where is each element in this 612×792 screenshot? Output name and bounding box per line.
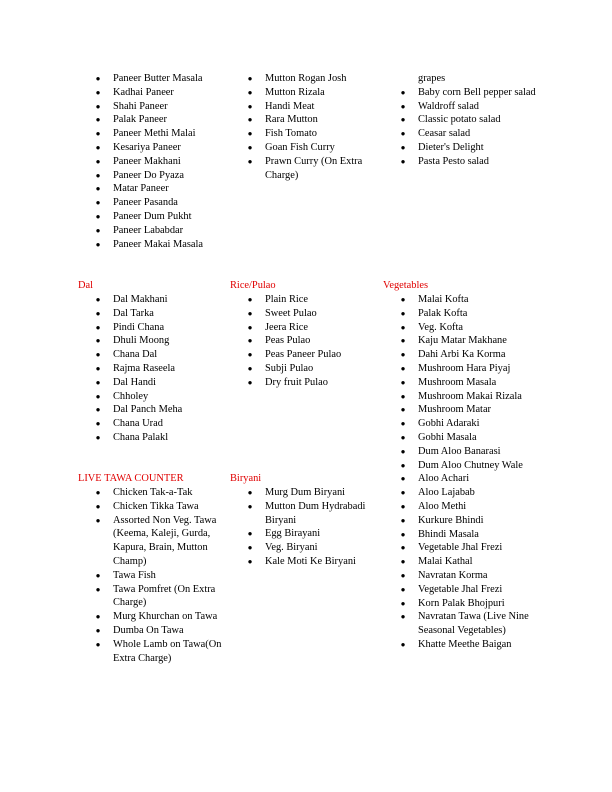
bullet-icon: ● (400, 432, 406, 442)
list-item-label: Chana Urad (113, 418, 163, 430)
list-item-label: Mushroom Matar (418, 404, 492, 416)
list-item (247, 500, 385, 528)
bullet-icon: ● (95, 584, 101, 594)
list-item (400, 403, 536, 417)
list-item (400, 376, 536, 390)
list-item-label: Chicken Tikka Tawa (113, 500, 199, 512)
bullet-icon: ● (400, 639, 406, 649)
list-item-label: Dum Aloo Chutney Wale (418, 459, 523, 471)
list-item (400, 555, 536, 569)
bullet-icon: ● (247, 156, 253, 166)
list-item-label: Paneer Makhani (113, 155, 181, 167)
bullet-icon: ● (400, 515, 406, 525)
list-item-label: Mushroom Makai Rizala (418, 390, 522, 402)
list-item (247, 376, 390, 390)
list-item (400, 459, 536, 473)
list-item (247, 348, 390, 362)
bullet-icon: ● (247, 363, 253, 373)
bullet-icon: ● (400, 584, 406, 594)
list-item (95, 182, 263, 196)
bullet-icon: ● (400, 129, 406, 139)
list-item-label: Chicken Tak-a-Tak (113, 487, 193, 498)
list-item-label: Aloo Methi (418, 500, 467, 512)
list-item-label: Pindi Chana (113, 321, 165, 333)
list-item-label: Kurkure Bhindi (418, 514, 484, 526)
list-item-label: Classic potato salad (418, 114, 501, 126)
list-item-label: Veg. Kofta (418, 321, 464, 333)
bullet-icon: ● (95, 308, 101, 318)
list-item-label: Shahi Paneer (113, 100, 168, 112)
list-item-label: Ceasar salad (418, 128, 471, 140)
list-item (95, 72, 263, 86)
dal-heading: Dal (78, 280, 94, 291)
list-item-label: Tawa Fish (113, 569, 156, 581)
rice-heading-block (230, 279, 380, 293)
list-item (95, 583, 231, 611)
list-item-label: Murg Dum Biryani (265, 487, 346, 498)
list-item (400, 155, 548, 169)
list-item (400, 86, 548, 100)
bullet-icon: ● (95, 74, 101, 83)
list-item-label: Dal Tarka (113, 307, 154, 319)
bullet-icon: ● (247, 556, 253, 566)
list-item (95, 638, 231, 666)
list-item (95, 417, 263, 431)
bullet-icon: ● (95, 432, 101, 442)
list-item-label: Dal Handi (113, 376, 156, 388)
bullet-icon: ● (400, 612, 406, 622)
list-item-label: Goan Fish Curry (265, 141, 335, 153)
list-item (95, 390, 263, 404)
bullet-icon: ● (400, 570, 406, 580)
list-item (95, 321, 263, 335)
list-item-label: Mutton Rizala (265, 86, 325, 98)
bullet-icon: ● (95, 239, 101, 249)
list-item (247, 527, 385, 541)
tawa-heading-block (78, 472, 228, 486)
list-item (95, 486, 231, 500)
list-item (400, 486, 536, 500)
list-item (95, 155, 263, 169)
rice-heading: Rice/Pulao (230, 280, 276, 291)
list-item-label: Paneer Makai Masala (113, 238, 204, 250)
bullet-icon: ● (247, 350, 253, 360)
list-item (400, 307, 536, 321)
list-item (95, 376, 263, 390)
list-item-label: Peas Pulao (265, 335, 311, 347)
list-item (247, 486, 385, 500)
list-item-label: Dieter's Delight (418, 141, 484, 153)
list-item (247, 127, 390, 141)
list-item (400, 541, 536, 555)
list-item-label: Kale Moti Ke Biryani (265, 555, 356, 567)
list-item (247, 334, 390, 348)
list-item (400, 334, 536, 348)
list-item-label: Malai Kofta (418, 294, 469, 305)
bullet-icon: ● (400, 295, 406, 304)
list-item (95, 141, 263, 155)
list-item (247, 72, 390, 86)
list-item-label: Khatte Meethe Baigan (418, 638, 512, 650)
bullet-icon: ● (247, 377, 253, 387)
list-item (247, 541, 385, 555)
list-item-label: Baby corn Bell pepper salad (418, 86, 536, 98)
list-item (400, 445, 536, 459)
bullet-icon: ● (247, 308, 253, 318)
salad-list (400, 86, 548, 169)
list-item-label: Rajma Raseela (113, 362, 176, 374)
bullet-icon: ● (95, 350, 101, 360)
list-item-label: Dumba On Tawa (113, 624, 184, 636)
bullet-icon: ● (400, 336, 406, 346)
vegetables-list-column (400, 293, 536, 652)
list-item-label: Vegetable Jhal Frezi (418, 583, 503, 595)
bullet-icon: ● (400, 363, 406, 373)
bullet-icon: ● (400, 391, 406, 401)
bullet-icon: ● (95, 639, 101, 649)
tawa-list-column (95, 486, 231, 665)
bullet-icon: ● (247, 142, 253, 152)
list-item-label: Pasta Pesto salad (418, 155, 489, 167)
dal-list-column (95, 293, 263, 445)
list-item-label: Handi Meat (265, 100, 315, 112)
list-item (400, 100, 548, 114)
list-item-label: Peas Paneer Pulao (265, 349, 342, 361)
list-item-label: Prawn Curry (On Extra Charge) (265, 155, 363, 181)
biryani-list-column (247, 486, 385, 569)
list-item (400, 113, 548, 127)
bullet-icon: ● (95, 488, 101, 497)
bullet-icon: ● (247, 529, 253, 539)
mutton-list (247, 72, 390, 182)
list-item (95, 307, 263, 321)
list-item-label: Palak Paneer (113, 114, 167, 126)
list-item-label: Dahi Arbi Ka Korma (418, 349, 506, 361)
list-item (95, 348, 263, 362)
list-item (400, 500, 536, 514)
bullet-icon: ● (247, 488, 253, 497)
bullet-icon: ● (95, 612, 101, 622)
list-item (95, 293, 263, 307)
list-item (400, 610, 536, 638)
list-item-label: Gobhi Adaraki (418, 418, 480, 430)
list-item-label: Bhindi Masala (418, 528, 479, 540)
list-item-label: Malai Kathal (418, 556, 473, 568)
list-item-label: Fish Tomato (265, 128, 317, 140)
list-item-label: Rara Mutton (265, 114, 318, 126)
salad-continuation-text: grapes (418, 73, 446, 84)
list-item-label: Assorted Non Veg. Tawa (Keema, Kaleji, Gurda, Kapura, Brain, Mutton Champ) (113, 514, 217, 567)
bullet-icon: ● (95, 87, 101, 97)
bullet-icon: ● (247, 87, 253, 97)
list-item (247, 321, 390, 335)
list-item-label: Aloo Lajabab (418, 487, 475, 499)
bullet-icon: ● (95, 156, 101, 166)
list-item (400, 321, 536, 335)
list-item-label: Mushroom Masala (418, 376, 497, 388)
bullet-icon: ● (400, 529, 406, 539)
list-item (95, 224, 263, 238)
list-item (400, 293, 536, 307)
list-item (247, 555, 385, 569)
list-item (400, 127, 548, 141)
bullet-icon: ● (95, 225, 101, 235)
bullet-icon: ● (400, 557, 406, 567)
bullet-icon: ● (400, 377, 406, 387)
bullet-icon: ● (95, 170, 101, 180)
list-item (95, 196, 263, 210)
bullet-icon: ● (400, 501, 406, 511)
list-item (95, 514, 231, 569)
list-item (400, 514, 536, 528)
bullet-icon: ● (247, 101, 253, 111)
list-item-label: Korn Palak Bhojpuri (418, 597, 505, 609)
bullet-icon: ● (247, 322, 253, 332)
list-item-label: Whole Lamb on Tawa(On Extra Charge) (113, 638, 222, 664)
list-item (95, 610, 231, 624)
list-item-label: Tawa Pomfret (On Extra Charge) (113, 583, 216, 609)
list-item (95, 431, 263, 445)
list-item (400, 417, 536, 431)
bullet-icon: ● (95, 363, 101, 373)
bullet-icon: ● (247, 115, 253, 125)
bullet-icon: ● (95, 501, 101, 511)
mutton-list-column (247, 72, 390, 182)
list-item (247, 141, 390, 155)
bullet-icon: ● (400, 142, 406, 152)
vegetables-heading: Vegetables (383, 280, 429, 291)
list-item-label: Waldroff salad (418, 100, 480, 112)
bullet-icon: ● (95, 419, 101, 429)
list-item-label: Mutton Dum Hydrabadi Biryani (265, 500, 366, 526)
bullet-icon: ● (400, 474, 406, 484)
list-item (247, 86, 390, 100)
rice-list-column (247, 293, 390, 390)
list-item-label: Paneer Do Pyaza (113, 169, 184, 181)
tawa-heading: LIVE TAWA COUNTER (78, 473, 184, 484)
bullet-icon: ● (95, 625, 101, 635)
list-item (400, 528, 536, 542)
list-item (247, 155, 390, 183)
bullet-icon: ● (95, 115, 101, 125)
list-item (400, 638, 536, 652)
biryani-list (247, 486, 385, 569)
list-item (95, 86, 263, 100)
paneer-list (95, 72, 263, 251)
vegetables-heading-block (383, 279, 533, 293)
bullet-icon: ● (247, 129, 253, 139)
list-item-label: Navratan Tawa (Live Nine Seasonal Vegetables) (418, 611, 529, 637)
list-item-label: Egg Birayani (265, 528, 321, 540)
bullet-icon: ● (247, 501, 253, 511)
list-item-label: Gobhi Masala (418, 431, 477, 443)
bullet-icon: ● (400, 446, 406, 456)
bullet-icon: ● (247, 336, 253, 346)
dal-list (95, 293, 263, 445)
list-item-label: Kadhai Paneer (113, 86, 174, 98)
list-item (95, 362, 263, 376)
list-item-label: Murg Khurchan on Tawa (113, 611, 218, 623)
bullet-icon: ● (400, 101, 406, 111)
bullet-icon: ● (400, 598, 406, 608)
bullet-icon: ● (400, 308, 406, 318)
list-item-label: Paneer Methi Malai (113, 128, 196, 140)
list-item (95, 500, 231, 514)
list-item (95, 569, 231, 583)
bullet-icon: ● (95, 322, 101, 332)
list-item (400, 390, 536, 404)
bullet-icon: ● (400, 419, 406, 429)
bullet-icon: ● (400, 115, 406, 125)
bullet-icon: ● (400, 405, 406, 415)
list-item-label: Veg. Biryani (265, 542, 318, 554)
bullet-icon: ● (95, 198, 101, 208)
list-item-label: Chholey (113, 390, 149, 402)
bullet-icon: ● (400, 488, 406, 498)
list-item (400, 472, 536, 486)
bullet-icon: ● (95, 336, 101, 346)
list-item (400, 141, 548, 155)
list-item-label: Chana Palakl (113, 431, 169, 443)
list-item-label: Kaju Matar Makhane (418, 335, 507, 347)
list-item-label: Jeera Rice (265, 321, 308, 333)
list-item (95, 169, 263, 183)
list-item-label: Dum Aloo Banarasi (418, 445, 501, 457)
list-item-label: Paneer Butter Masala (113, 73, 203, 84)
list-item (400, 597, 536, 611)
bullet-icon: ● (95, 515, 101, 525)
list-item (400, 348, 536, 362)
dal-heading-block (78, 279, 228, 293)
list-item (247, 293, 390, 307)
bullet-icon: ● (95, 142, 101, 152)
vegetables-list (400, 293, 536, 652)
salad-list-column (400, 72, 548, 169)
list-item (95, 238, 263, 252)
list-item (95, 210, 263, 224)
paneer-list-column (95, 72, 263, 251)
bullet-icon: ● (400, 87, 406, 97)
list-item-label: Navratan Korma (418, 569, 488, 581)
list-item-label: Paneer Lababdar (113, 224, 184, 236)
list-item (95, 113, 263, 127)
list-item-label: Kesariya Paneer (113, 141, 181, 153)
list-item (95, 334, 263, 348)
list-item-label: Dal Makhani (113, 294, 168, 305)
list-item (95, 127, 263, 141)
list-item-label: Matar Paneer (113, 183, 169, 195)
tawa-list (95, 486, 231, 665)
bullet-icon: ● (95, 295, 101, 304)
list-item (95, 100, 263, 114)
bullet-icon: ● (247, 543, 253, 553)
list-item (95, 403, 263, 417)
biryani-heading-block (230, 472, 380, 486)
list-item (400, 569, 536, 583)
bullet-icon: ● (95, 184, 101, 194)
bullet-icon: ● (95, 377, 101, 387)
list-item-label: Dhuli Moong (113, 335, 170, 347)
list-item (247, 362, 390, 376)
list-item-label: Paneer Pasanda (113, 197, 178, 209)
bullet-icon: ● (95, 405, 101, 415)
bullet-icon: ● (95, 570, 101, 580)
bullet-icon: ● (400, 350, 406, 360)
list-item (247, 307, 390, 321)
biryani-heading: Biryani (230, 473, 262, 484)
list-item-label: Paneer Dum Pukht (113, 210, 192, 222)
list-item-label: Sweet Pulao (265, 307, 317, 319)
bullet-icon: ● (247, 74, 253, 83)
bullet-icon: ● (95, 211, 101, 221)
list-item (247, 100, 390, 114)
list-item (400, 583, 536, 597)
bullet-icon: ● (247, 295, 253, 304)
list-item (400, 362, 536, 376)
list-item (95, 624, 231, 638)
list-item-label: Vegetable Jhal Frezi (418, 542, 503, 554)
bullet-icon: ● (95, 101, 101, 111)
bullet-icon: ● (400, 460, 406, 470)
list-item-label: Dal Panch Meha (113, 404, 183, 416)
list-item-label: Mutton Rogan Josh (265, 73, 347, 84)
list-item-label: Aloo Achari (418, 473, 470, 485)
list-item-label: Mushroom Hara Piyaj (418, 362, 511, 374)
bullet-icon: ● (95, 391, 101, 401)
bullet-icon: ● (400, 543, 406, 553)
list-item (400, 431, 536, 445)
list-item (247, 113, 390, 127)
bullet-icon: ● (400, 322, 406, 332)
bullet-icon: ● (400, 156, 406, 166)
list-item-label: Subji Pulao (265, 362, 314, 374)
list-item-label: Palak Kofta (418, 307, 468, 319)
list-item-label: Chana Dal (113, 349, 158, 361)
list-item-label: Plain Rice (265, 294, 308, 305)
bullet-icon: ● (95, 129, 101, 139)
rice-list (247, 293, 390, 390)
list-item-label: Dry fruit Pulao (265, 376, 328, 388)
